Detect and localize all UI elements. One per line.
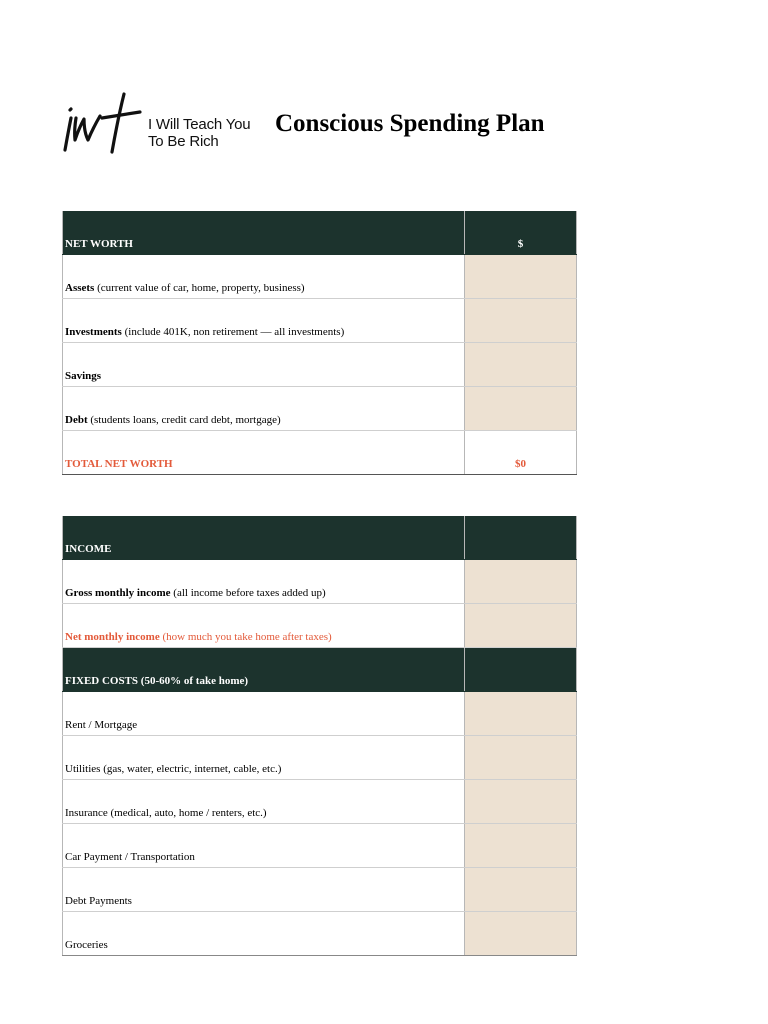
iwt-logo-icon: [62, 88, 142, 158]
income-table: [62, 516, 577, 956]
page-header: [62, 88, 582, 160]
logo-line-2: To Be Rich: [148, 133, 219, 150]
net-income-input-cell[interactable]: [465, 604, 577, 648]
net-worth-heading: NET WORTH: [63, 211, 465, 255]
row-label: [63, 560, 465, 604]
row-note: (students loans, credit card debt, mortgage): [87, 414, 281, 426]
net-worth-table: [62, 211, 577, 475]
fixed-cost-label: Groceries: [63, 912, 465, 956]
total-net-worth-row: [63, 431, 577, 475]
fixed-cost-row: [63, 912, 577, 956]
car-payment-input-cell[interactable]: [465, 824, 577, 868]
logo-wordmark: [148, 116, 250, 150]
row-label: [63, 604, 465, 648]
fixed-costs-heading: FIXED COSTS (50-60% of take home): [63, 648, 465, 692]
row-label: [63, 343, 465, 387]
rent-input-cell[interactable]: [465, 692, 577, 736]
row-label-bold: Debt: [65, 414, 88, 426]
savings-input-cell[interactable]: [465, 343, 577, 387]
row-label: [63, 387, 465, 431]
net-worth-header-row: [63, 211, 577, 255]
debt-payments-input-cell[interactable]: [465, 868, 577, 912]
net-worth-row-debt: [63, 387, 577, 431]
net-income-row: [63, 604, 577, 648]
net-income-note: (how much you take home after taxes): [159, 631, 332, 643]
row-label: [63, 299, 465, 343]
insurance-input-cell[interactable]: [465, 780, 577, 824]
net-worth-row-assets: [63, 255, 577, 299]
income-header-value: [465, 516, 577, 560]
row-label-bold: Assets: [65, 282, 95, 294]
page-title: Conscious Spending Plan: [275, 110, 545, 137]
fixed-cost-label: Car Payment / Transportation: [63, 824, 465, 868]
net-worth-value-heading: $: [465, 211, 577, 255]
row-label-bold: Investments: [65, 326, 122, 338]
fixed-cost-row: [63, 824, 577, 868]
fixed-cost-label: Rent / Mortgage: [63, 692, 465, 736]
fixed-cost-row: [63, 692, 577, 736]
net-worth-row-savings: [63, 343, 577, 387]
logo-line-1: I Will Teach You: [148, 116, 251, 133]
fixed-cost-row: [63, 736, 577, 780]
income-header-row: [63, 516, 577, 560]
fixed-cost-label: Utilities (gas, water, electric, internet, cable, etc.): [63, 736, 465, 780]
net-income-label: Net monthly income: [65, 631, 160, 643]
investments-input-cell[interactable]: [465, 299, 577, 343]
row-note: (current value of car, home, property, business): [94, 282, 305, 294]
fixed-cost-row: [63, 868, 577, 912]
fixed-cost-row: [63, 780, 577, 824]
utilities-input-cell[interactable]: [465, 736, 577, 780]
row-label-bold: Savings: [65, 370, 102, 382]
fixed-costs-header-row: [63, 648, 577, 692]
assets-input-cell[interactable]: [465, 255, 577, 299]
fixed-cost-label: Insurance (medical, auto, home / renters, etc.): [63, 780, 465, 824]
income-heading: INCOME: [63, 516, 465, 560]
net-worth-row-investments: [63, 299, 577, 343]
total-net-worth-value: $0: [465, 431, 577, 475]
row-label: [63, 255, 465, 299]
fixed-cost-label: Debt Payments: [63, 868, 465, 912]
gross-income-row: [63, 560, 577, 604]
debt-input-cell[interactable]: [465, 387, 577, 431]
groceries-input-cell[interactable]: [465, 912, 577, 956]
fixed-costs-header-value: [465, 648, 577, 692]
total-net-worth-label: TOTAL NET WORTH: [63, 431, 465, 475]
gross-income-label: Gross monthly income: [65, 587, 171, 599]
gross-income-input-cell[interactable]: [465, 560, 577, 604]
row-note: (include 401K, non retirement — all investments): [121, 326, 345, 338]
gross-income-note: (all income before taxes added up): [170, 587, 326, 599]
